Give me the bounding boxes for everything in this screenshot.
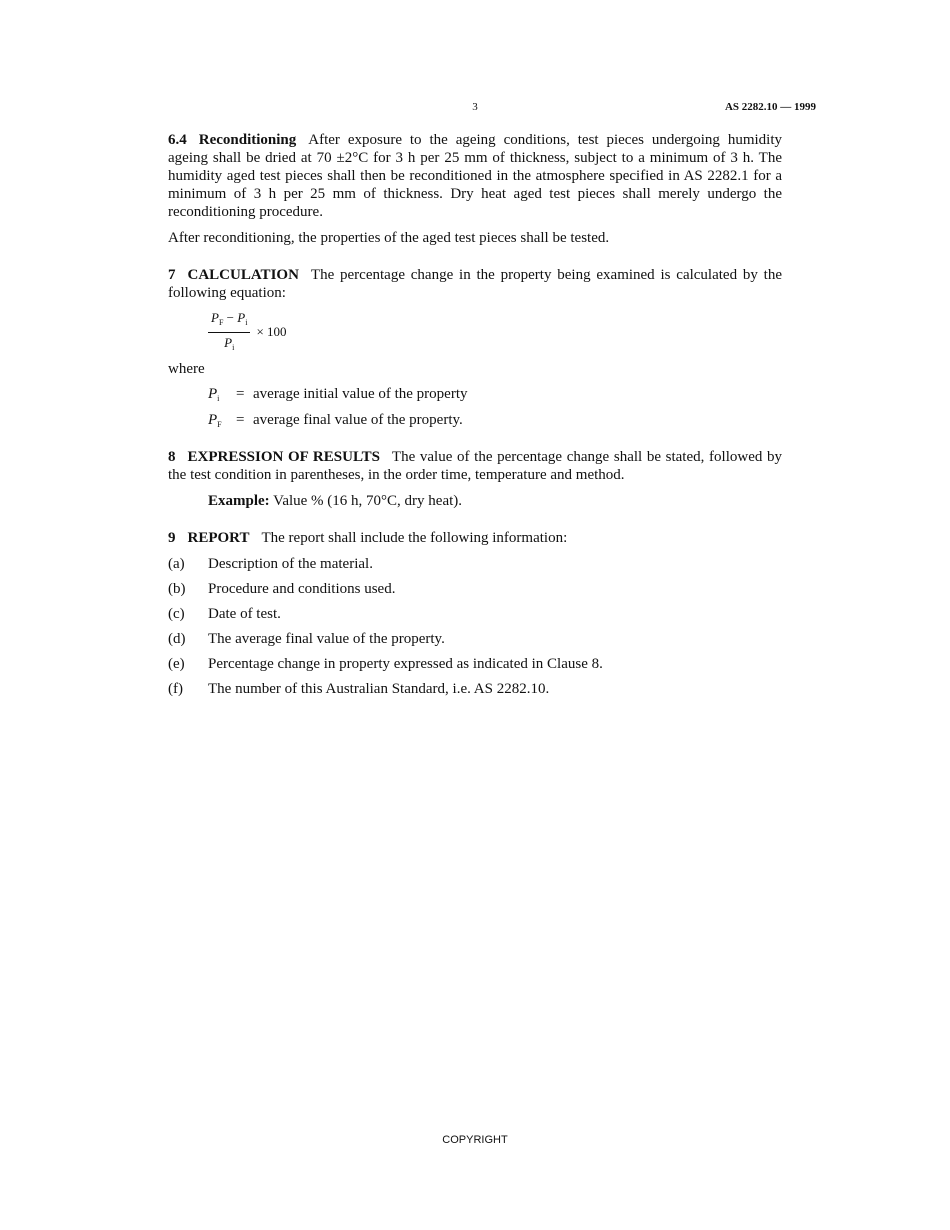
- list-item-key: (c): [168, 606, 185, 622]
- list-item-text: Date of test.: [208, 606, 281, 622]
- clause-title: REPORT: [187, 530, 250, 546]
- clause-6-4: [168, 131, 782, 221]
- clause-title: CALCULATION: [187, 267, 299, 283]
- clause-7: [168, 266, 782, 302]
- definition-text: average final value of the property.: [253, 412, 463, 428]
- definition-symbol: $P_F$: [208, 412, 222, 429]
- example-label: Example:: [208, 493, 270, 509]
- equation-denominator: $P_i$: [224, 334, 235, 352]
- definition-symbol: $P_i$: [208, 386, 220, 403]
- list-item: [168, 580, 782, 598]
- list-item: [168, 680, 782, 698]
- clause-number: 9: [168, 530, 176, 546]
- definition-equals: =: [236, 412, 245, 428]
- list-item-text: Procedure and conditions used.: [208, 581, 396, 597]
- example-text: Value % (16 h, 70°C, dry heat).: [273, 493, 463, 509]
- definition-equals: =: [236, 386, 245, 402]
- list-item-key: (e): [168, 656, 185, 672]
- clause-number: 6.4: [168, 132, 187, 148]
- list-item: [168, 630, 782, 648]
- standard-reference: AS 2282.10 — 1999: [724, 101, 816, 113]
- list-item-text: Description of the material.: [208, 556, 373, 572]
- list-item-text: The average final value of the property.: [208, 631, 445, 647]
- clause-number: 7: [168, 267, 176, 283]
- clause-text: The value of the percentage change shall be stated, followed by the test condition in parentheses, in the order time, temperature and method.: [168, 449, 782, 483]
- clause-title: EXPRESSION OF RESULTS: [187, 449, 380, 465]
- equation-numerator: $P_F - P_i$: [208, 310, 250, 333]
- clause-6-4-paragraph-2: After reconditioning, the properties of the aged test pieces shall be tested.: [168, 230, 610, 246]
- example-line: [208, 492, 782, 510]
- definition-row: [208, 411, 782, 429]
- percentage-change-equation: [208, 309, 782, 352]
- list-item-text: The number of this Australian Standard, i.e. AS 2282.10.: [208, 681, 550, 697]
- list-item-key: (b): [168, 581, 186, 597]
- definition-row: [208, 385, 782, 403]
- equation-multiplier: × 100: [256, 324, 287, 339]
- list-item-key: (f): [168, 681, 183, 697]
- equation-fraction: [208, 310, 250, 355]
- clause-9: [168, 529, 782, 547]
- copyright-footer: COPYRIGHT: [442, 1134, 508, 1146]
- clause-8: [168, 448, 782, 484]
- clause-text: The percentage change in the property being examined is calculated by the following equation:: [168, 267, 782, 301]
- document-body: [168, 131, 782, 705]
- definition-text: average initial value of the property: [253, 386, 468, 402]
- clause-number: 8: [168, 449, 176, 465]
- clause-text: The report shall include the following information:: [261, 530, 568, 546]
- list-item-key: (a): [168, 556, 185, 572]
- list-item: [168, 555, 782, 573]
- list-item-key: (d): [168, 631, 186, 647]
- list-item: [168, 655, 782, 673]
- list-item-text: Percentage change in property expressed as indicated in Clause 8.: [208, 656, 603, 672]
- where-label: where: [168, 361, 205, 377]
- page-number: 3: [472, 101, 478, 113]
- list-item: [168, 605, 782, 623]
- clause-title: Reconditioning: [198, 132, 297, 148]
- clause-text: After exposure to the ageing conditions, test pieces undergoing humidity ageing shall be dried at 70 ±2°C for 3 h per 25 mm of thickness, subject to a minimum of 3 h. The humidity aged test pieces shall then be reconditioned in the atmosphere specified in AS 2282.1 for a minimum of 3 h per 25 mm of thickness. Dry heat aged test pieces shall merely undergo the reconditioning procedure.: [168, 132, 782, 220]
